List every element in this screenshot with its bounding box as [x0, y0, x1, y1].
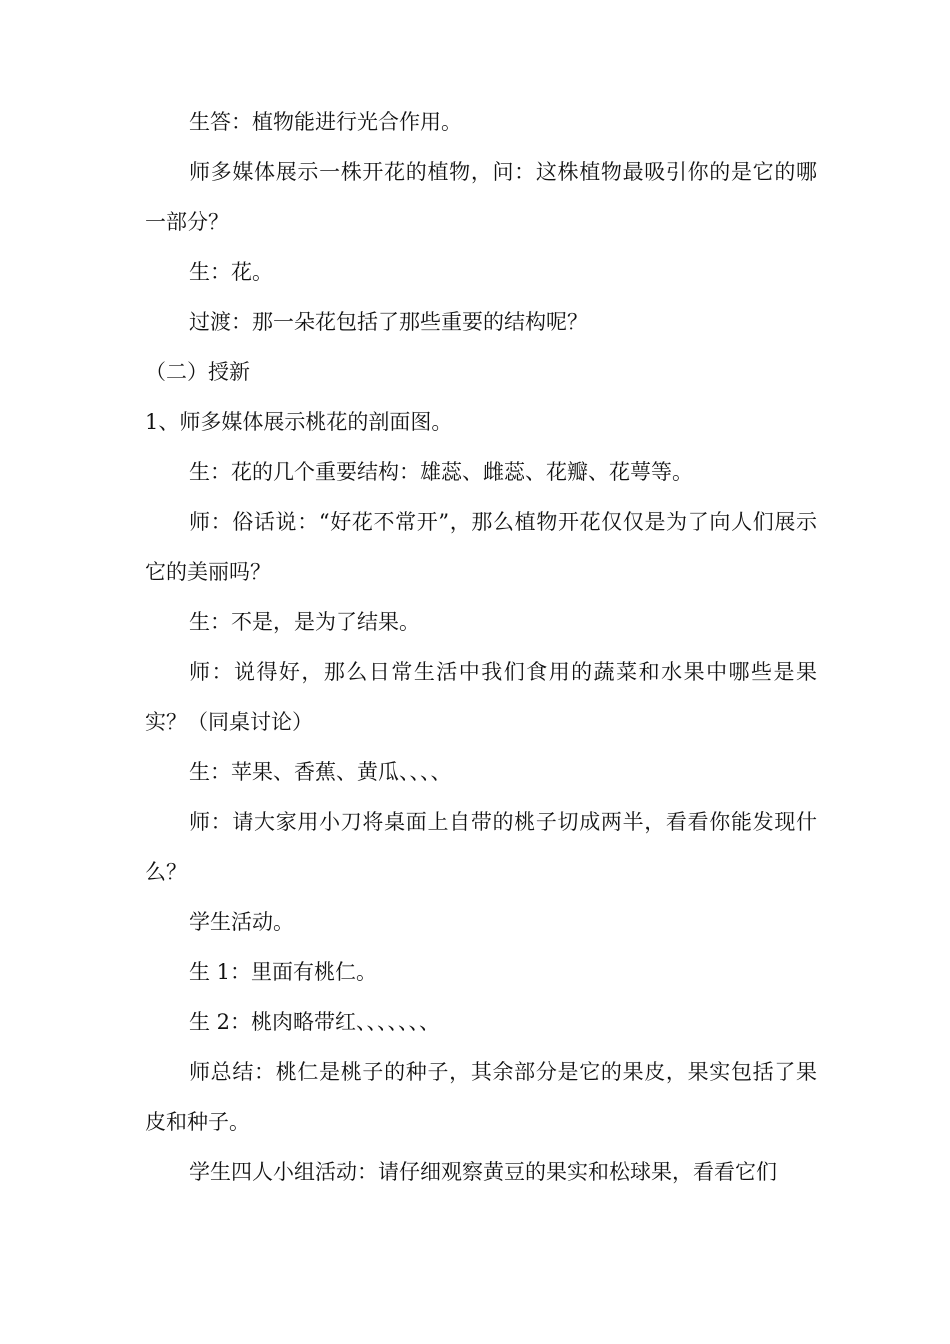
paragraph-group-activity: 学生四人小组活动：请仔细观察黄豆的果实和松球果，看看它们 — [189, 1160, 777, 1184]
paragraph-student-answer-photosynthesis: 生答：植物能进行光合作用。 — [189, 110, 462, 134]
section-heading-new-lesson: （二）授新 — [145, 360, 250, 384]
paragraph-teacher-fruits-question: 师：说得好，那么日常生活中我们食用的蔬菜和水果中哪些是果实？（同桌讨论） — [145, 660, 817, 734]
paragraph-student-activity: 学生活动。 — [189, 910, 294, 934]
paragraph-student-2: 生 2：桃肉略带红、、、、、、、 — [189, 1010, 441, 1034]
paragraph-step-1: 1、师多媒体展示桃花的剖面图。 — [145, 410, 453, 434]
paragraph-student-fruit: 生：不是，是为了结果。 — [189, 610, 420, 634]
paragraph-student-1: 生 1：里面有桃仁。 — [189, 960, 378, 984]
paragraph-teacher-shows-plant: 师多媒体展示一株开花的植物，问：这株植物最吸引你的是它的哪一部分？ — [145, 160, 817, 234]
paragraph-teacher-proverb: 师：俗话说：“好花不常开”，那么植物开花仅仅是为了向人们展示它的美丽吗？ — [145, 510, 817, 584]
paragraph-teacher-cut-peach: 师：请大家用小刀将桌面上自带的桃子切成两半，看看你能发现什么？ — [145, 810, 817, 884]
paragraph-teacher-summary: 师总结：桃仁是桃子的种子，其余部分是它的果皮，果实包括了果皮和种子。 — [145, 1060, 817, 1134]
paragraph-student-fruit-examples: 生：苹果、香蕉、黄瓜、、、、 — [189, 760, 452, 784]
document-body — [145, 97, 817, 1197]
paragraph-flower-structures: 生：花的几个重要结构：雄蕊、雌蕊、花瓣、花萼等。 — [189, 460, 693, 484]
paragraph-student-flower: 生：花。 — [189, 260, 273, 284]
paragraph-transition: 过渡：那一朵花包括了那些重要的结构呢？ — [189, 310, 588, 334]
